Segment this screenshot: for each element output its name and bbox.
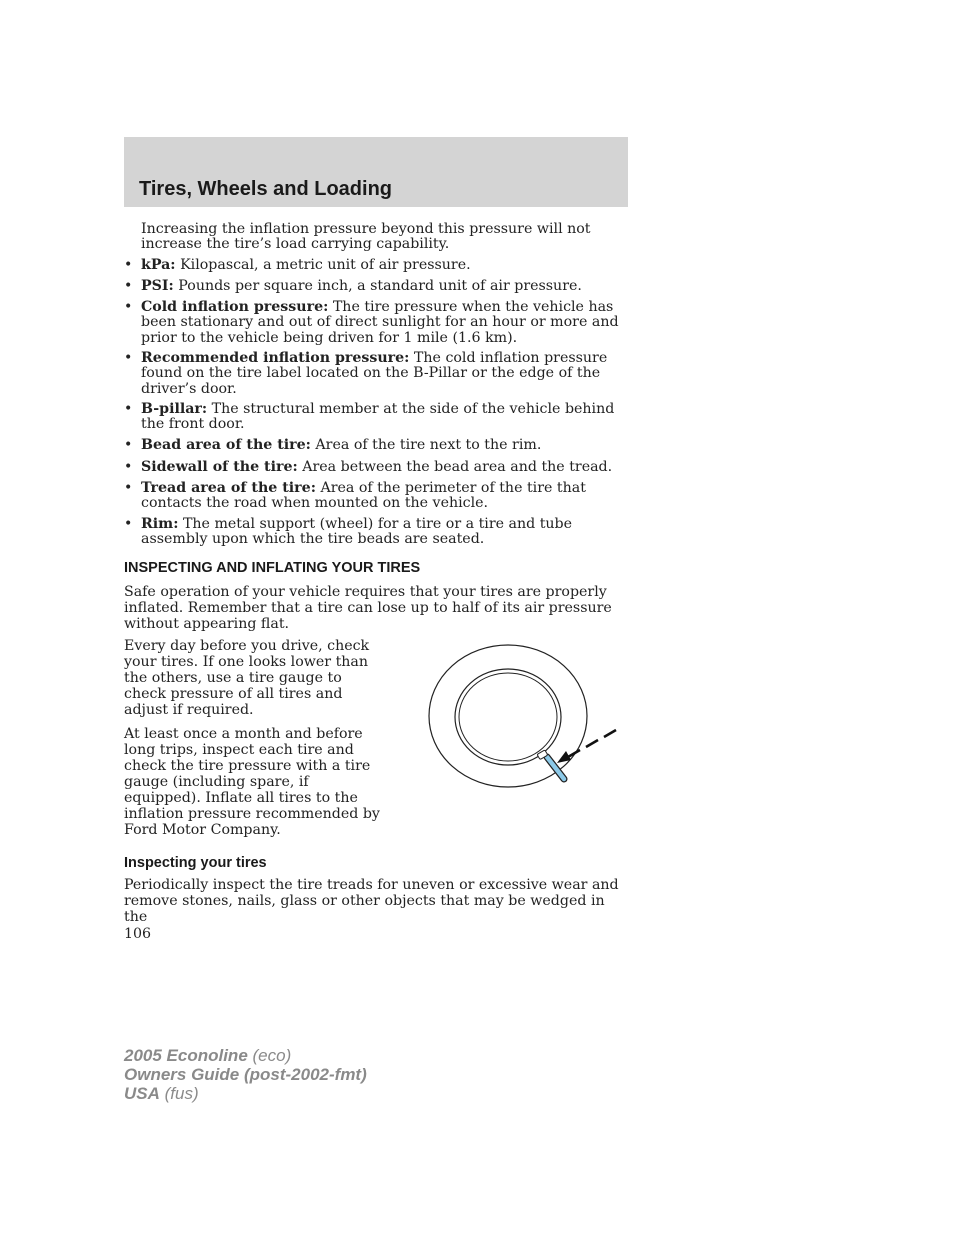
document-footer [124, 1046, 367, 1103]
definition-text: Area of the perimeter of the tire that contacts the road when mounted on the vehicle. [141, 480, 586, 512]
subsection-heading: Inspecting your tires [124, 855, 267, 871]
tire-illustration-svg [420, 640, 620, 802]
definition-term: Bead area of the tire: [141, 437, 311, 453]
definition-text: The tire pressure when the vehicle has been stationary and out of direct sunlight for an hour or more and prior to the vehicle being driven for 1 mile (1.6 km). [141, 299, 619, 346]
bullet-icon: • [124, 480, 133, 496]
bullet-icon: • [124, 350, 133, 366]
definition-term: Recommended inflation pressure: [141, 350, 410, 366]
definition-term: Sidewall of the tire: [141, 459, 298, 475]
definition-term: Cold inflation pressure: [141, 299, 329, 315]
bullet-icon: • [124, 257, 133, 273]
bullet-icon: • [124, 278, 133, 294]
definition-term: Tread area of the tire: [141, 480, 316, 496]
bullet-icon: • [124, 516, 133, 532]
footer-market-code: (fus) [159, 1084, 199, 1103]
paragraph: Periodically inspect the tire treads for uneven or excessive wear and remove stones, nails, glass or other objects that may be wedged in the [124, 877, 619, 925]
section-heading: INSPECTING AND INFLATING YOUR TIRES [124, 560, 421, 576]
definition-term: kPa: [141, 257, 176, 273]
arrow-icon [557, 730, 616, 763]
definition-text: The structural member at the side of the vehicle behind the front door. [141, 401, 615, 433]
paragraph: Every day before you drive, check your tires. If one looks lower than the others, use a tire gauge to check pressure of all tires and adjust if required. [124, 638, 370, 718]
footer-market: USA [124, 1084, 160, 1103]
bullet-icon: • [124, 437, 133, 453]
definition-text: The metal support (wheel) for a tire or a tire and tube assembly upon which the tire beads are seated. [141, 516, 573, 548]
section-title: Tires, Wheels and Loading [139, 178, 393, 200]
definition-text: The cold inflation pressure found on the tire label located on the B-Pillar or the edge of the driver’s door. [141, 350, 608, 397]
rim-inner-edge [459, 673, 557, 761]
bullet-icon: • [124, 459, 133, 475]
bullet-icon: • [124, 401, 133, 417]
footer-model: 2005 Econoline [124, 1046, 248, 1065]
footer-guide: Owners Guide (post-2002-fmt) [124, 1065, 367, 1084]
definition-text: Area of the tire next to the rim. [310, 437, 542, 453]
bullet-icon: • [124, 299, 133, 315]
tire-outer-edge [429, 645, 587, 787]
tire-gauge-illustration [420, 640, 620, 802]
section-header-band [124, 137, 628, 207]
intro-paragraph: Increasing the inflation pressure beyond this pressure will not increase the tire’s load carrying capability. [141, 221, 591, 253]
paragraph: Safe operation of your vehicle requires that your tires are properly inflated. Remember that a tire can lose up to half of its air pressure without appearing flat. [124, 584, 612, 632]
definition-term: Rim: [141, 516, 179, 532]
definition-text: Area between the bead area and the tread. [297, 459, 613, 475]
paragraph: At least once a month and before long trips, inspect each tire and check the tire pressure with a tire gauge (including spare, if equipped). Inflate all tires to the inflation pressure recommended by Ford Motor Company. [124, 726, 380, 838]
tire-gauge-icon [537, 750, 564, 779]
definition-term: PSI: [141, 278, 174, 294]
definition-text: Kilopascal, a metric unit of air pressure. [175, 257, 471, 273]
definition-text: Pounds per square inch, a standard unit of air pressure. [173, 278, 582, 294]
page-number: 106 [124, 926, 152, 942]
definition-term: B-pillar: [141, 401, 208, 417]
footer-model-code: (eco) [247, 1046, 292, 1065]
